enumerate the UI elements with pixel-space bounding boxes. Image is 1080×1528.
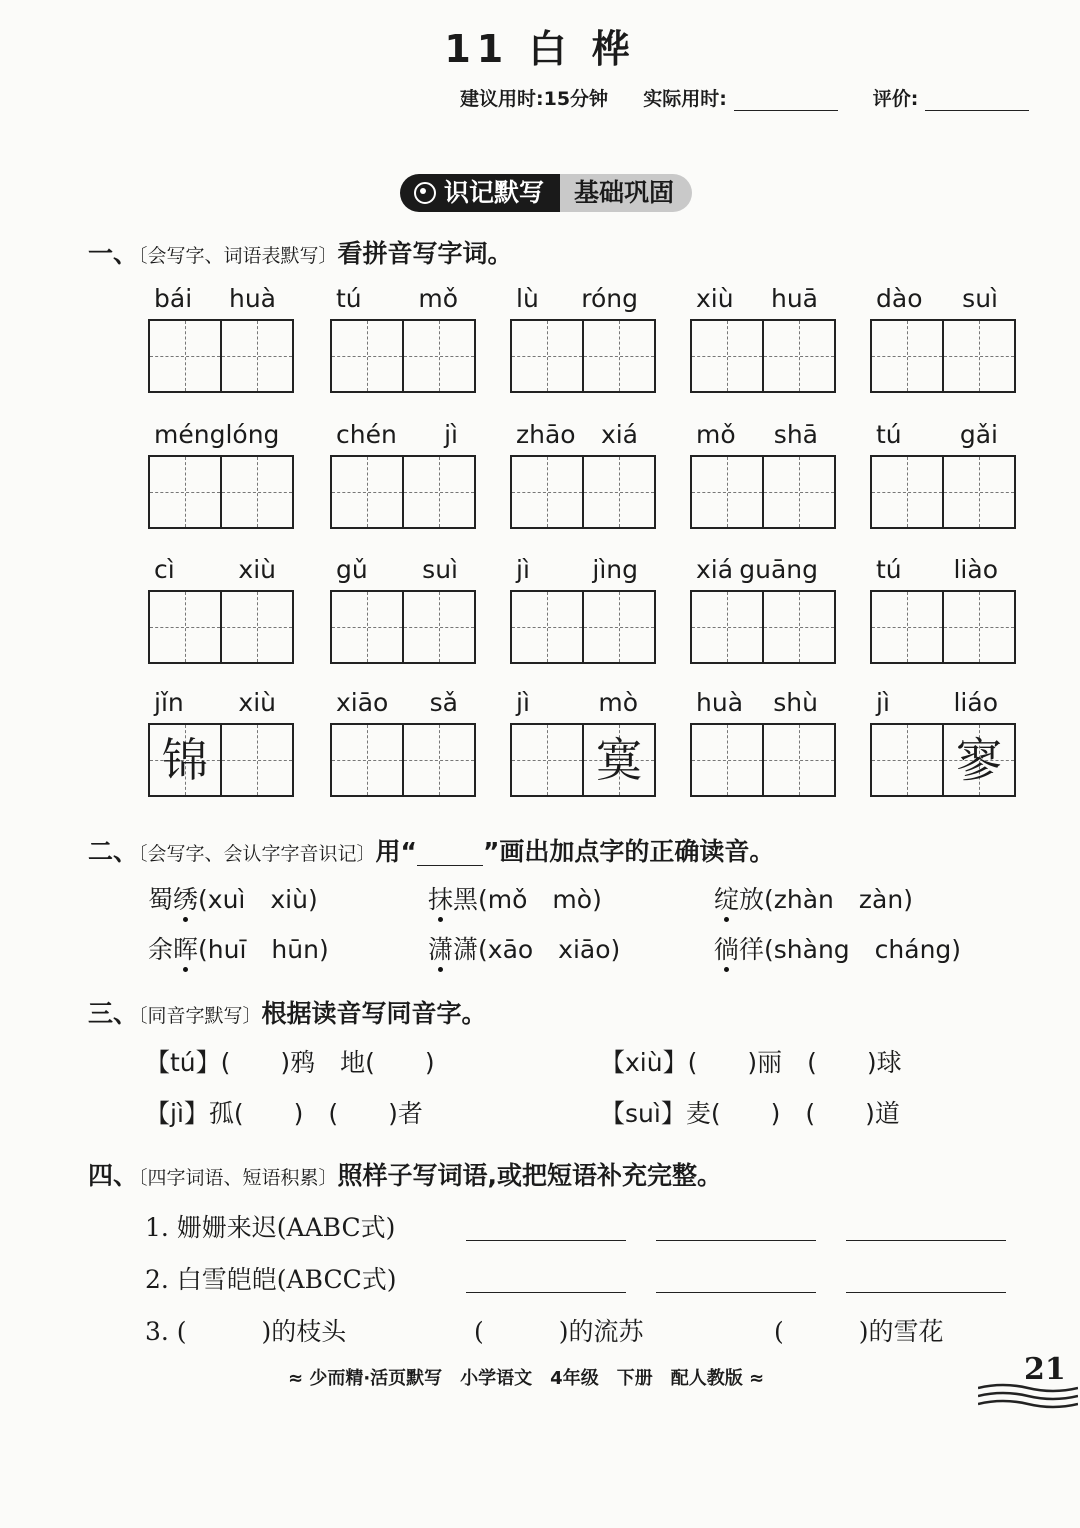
pinyin-syllable: shā	[773, 420, 818, 449]
given-character	[222, 592, 292, 662]
dotted-character: 晖	[173, 935, 199, 964]
pinyin-syllable: huā	[770, 284, 818, 313]
word-block	[690, 284, 836, 393]
dotted-character: 徜	[714, 935, 740, 964]
pinyin-syllable: jì	[876, 688, 890, 717]
word-block	[870, 284, 1016, 393]
reading-text: 徉(shàng cháng)	[739, 935, 962, 964]
pinyin-label	[690, 420, 824, 449]
writing-cell[interactable]	[870, 723, 944, 797]
pinyin-syllable: tú	[336, 284, 362, 313]
banner-left	[400, 174, 560, 212]
section2-instruction-post: ”画出加点字的正确读音。	[482, 837, 775, 866]
phrase-fill-b[interactable]: ( )的流苏	[474, 1317, 644, 1346]
writing-cell[interactable]	[762, 723, 836, 797]
suggested-time: 建议用时:15分钟	[460, 88, 609, 110]
tianzige-grid[interactable]	[690, 723, 836, 797]
section2-tag: 〔会写字、会认字字音识记〕	[138, 843, 376, 865]
writing-cell[interactable]	[582, 319, 656, 393]
writing-cell[interactable]	[148, 723, 222, 797]
given-character	[872, 725, 942, 795]
pinyin-label	[148, 284, 282, 313]
tianzige-grid[interactable]	[870, 590, 1016, 664]
section4-tag: 〔四字词语、短语积累〕	[138, 1167, 338, 1189]
pinyin-syllable: zhāo	[516, 420, 576, 449]
answer-line[interactable]	[466, 1264, 626, 1293]
writing-cell[interactable]	[220, 455, 294, 529]
pinyin-label	[510, 555, 644, 584]
writing-cell[interactable]	[402, 455, 476, 529]
section4-number: 四、	[88, 1161, 139, 1190]
answer-lines-1[interactable]	[466, 1212, 1006, 1245]
word-block	[330, 688, 476, 797]
homophone-item[interactable]: 【suì】麦( ) ( )道	[600, 1099, 900, 1128]
section3-instruction: 根据读音写同音字。	[261, 999, 487, 1028]
section3-heading	[88, 994, 487, 1030]
pinyin-label	[330, 688, 464, 717]
pinyin-syllable: xiá	[696, 555, 734, 584]
pinyin-syllable: tú	[876, 555, 902, 584]
pinyin-syllable: liáo	[953, 688, 998, 717]
word-block	[870, 688, 1016, 797]
section1-number: 一、	[88, 239, 139, 268]
pinyin-syllable: róng	[581, 284, 638, 313]
pinyin-syllable: shù	[773, 688, 818, 717]
reading-text: (huī hūn)	[198, 935, 329, 964]
answer-line[interactable]	[466, 1212, 626, 1241]
writing-cell[interactable]	[582, 723, 656, 797]
pinyin-syllable: mǒ	[418, 284, 458, 313]
tianzige-grid[interactable]	[148, 319, 294, 393]
actual-time-blank[interactable]	[734, 88, 838, 111]
given-character	[584, 457, 654, 527]
pinyin-label	[870, 555, 1004, 584]
writing-cell[interactable]	[942, 590, 1016, 664]
word-block	[148, 555, 294, 664]
given-character	[944, 592, 1014, 662]
given-character	[150, 592, 220, 662]
given-character	[584, 592, 654, 662]
word-block	[510, 420, 656, 529]
page-title: 11 白 桦	[444, 27, 636, 71]
wave-decoration-icon	[978, 1382, 1078, 1412]
given-character	[872, 457, 942, 527]
pinyin-syllable: liào	[953, 555, 998, 584]
word-block	[690, 555, 836, 664]
section1-tag: 〔会写字、词语表默写〕	[138, 245, 338, 267]
tianzige-grid[interactable]	[510, 319, 656, 393]
reading-choice-item[interactable]	[714, 880, 913, 916]
time-meta	[460, 84, 1029, 111]
writing-cell[interactable]	[402, 723, 476, 797]
pinyin-syllable: xiāo	[336, 688, 389, 717]
dotted-character: 绽	[714, 885, 740, 914]
pinyin-syllable: jìng	[592, 555, 638, 584]
pinyin-syllable: suì	[422, 555, 458, 584]
tianzige-grid[interactable]	[510, 590, 656, 664]
pinyin-syllable: mò	[598, 688, 638, 717]
dotted-character: 绣	[173, 885, 199, 914]
given-character	[222, 725, 292, 795]
writing-cell[interactable]	[510, 590, 584, 664]
given-character	[332, 457, 402, 527]
word-block	[690, 688, 836, 797]
section2-heading	[88, 832, 774, 868]
pinyin-syllable: huà	[696, 688, 744, 717]
pinyin-label	[330, 555, 464, 584]
pinyin-label	[148, 688, 282, 717]
pinyin-syllable: suì	[962, 284, 998, 313]
writing-cell[interactable]	[148, 319, 222, 393]
given-character	[512, 725, 582, 795]
word-block	[510, 284, 656, 393]
pinyin-label	[330, 420, 464, 449]
given-character	[764, 321, 834, 391]
writing-cell[interactable]	[148, 455, 222, 529]
writing-cell[interactable]	[762, 590, 836, 664]
reading-text: 余	[148, 935, 174, 964]
writing-cell[interactable]	[330, 319, 404, 393]
pinyin-syllable: jǐn	[154, 688, 184, 717]
pinyin-syllable: méng	[154, 420, 226, 449]
pinyin-label	[870, 284, 1004, 313]
given-character	[692, 457, 762, 527]
tianzige-grid[interactable]	[690, 319, 836, 393]
section2-number: 二、	[88, 837, 139, 866]
given-character	[332, 321, 402, 391]
given-character	[692, 592, 762, 662]
pinyin-syllable: huà	[228, 284, 276, 313]
writing-cell[interactable]	[330, 455, 404, 529]
given-character	[872, 592, 942, 662]
pinyin-label	[330, 284, 464, 313]
writing-cell[interactable]	[148, 590, 222, 664]
rating-label: 评价:	[872, 88, 919, 110]
writing-cell[interactable]	[942, 723, 1016, 797]
word-block	[330, 284, 476, 393]
word-block	[510, 555, 656, 664]
writing-cell[interactable]	[510, 723, 584, 797]
tianzige-grid[interactable]	[870, 319, 1016, 393]
footer-text: ≈ 少而精·活页默写 小学语文 4年级 下册 配人教版 ≈	[288, 1368, 765, 1389]
writing-cell[interactable]	[690, 455, 764, 529]
pinyin-label	[870, 420, 1004, 449]
phrase-fill-c[interactable]: ( )的雪花	[774, 1317, 944, 1346]
given-character	[150, 321, 220, 391]
reading-choice-item[interactable]	[428, 880, 602, 916]
pinyin-label	[870, 688, 1004, 717]
reading-choice-item[interactable]	[428, 930, 620, 966]
writing-cell[interactable]	[762, 319, 836, 393]
word-block	[690, 420, 836, 529]
given-character	[692, 321, 762, 391]
pinyin-syllable: xiù	[238, 688, 276, 717]
word-block	[870, 555, 1016, 664]
rating-blank[interactable]	[925, 88, 1029, 111]
writing-cell[interactable]	[690, 319, 764, 393]
dotted-character: 潇	[428, 935, 454, 964]
tianzige-grid[interactable]	[330, 455, 476, 529]
pinyin-label	[690, 284, 824, 313]
given-character	[944, 457, 1014, 527]
reading-choice-item[interactable]	[148, 930, 329, 966]
given-character: 锦	[162, 733, 208, 787]
dotted-character: 抹	[428, 885, 454, 914]
answer-lines-2[interactable]	[466, 1264, 1006, 1297]
writing-cell[interactable]	[510, 455, 584, 529]
reading-choice-item[interactable]	[148, 880, 318, 916]
tianzige-grid[interactable]	[870, 723, 1016, 797]
writing-cell[interactable]	[582, 455, 656, 529]
phrase-example-2: 2. 白雪皑皑(ABCC式)	[145, 1265, 397, 1294]
reading-text: 蜀	[148, 885, 174, 914]
given-character	[944, 321, 1014, 391]
actual-time-label: 实际用时:	[643, 88, 727, 110]
section4-instruction: 照样子写词语,或把短语补充完整。	[337, 1161, 723, 1190]
banner-left-label: 识记默写	[444, 178, 545, 207]
reading-text: 黑(mǒ mò)	[453, 885, 602, 914]
medal-icon	[414, 182, 436, 204]
given-character	[512, 457, 582, 527]
given-character	[332, 725, 402, 795]
pinyin-syllable: xiá	[600, 420, 638, 449]
banner-right: 基础巩固	[560, 174, 692, 212]
given-character	[512, 321, 582, 391]
section1-heading	[88, 234, 513, 270]
pinyin-syllable: gǔ	[336, 555, 368, 584]
writing-cell[interactable]	[942, 319, 1016, 393]
given-character	[692, 725, 762, 795]
reading-choice-item[interactable]	[714, 930, 961, 966]
section4-heading	[88, 1156, 722, 1192]
pinyin-syllable: jì	[516, 555, 530, 584]
given-character	[764, 457, 834, 527]
given-character	[404, 725, 474, 795]
given-character	[584, 321, 654, 391]
pinyin-syllable: mǒ	[696, 420, 736, 449]
given-character	[764, 592, 834, 662]
given-character	[150, 457, 220, 527]
pinyin-syllable: jì	[516, 688, 530, 717]
given-character	[404, 321, 474, 391]
given-character	[512, 592, 582, 662]
section3-tag: 〔同音字默写〕	[138, 1005, 262, 1027]
tianzige-grid[interactable]	[148, 723, 294, 797]
writing-cell[interactable]	[402, 319, 476, 393]
tianzige-grid[interactable]	[148, 590, 294, 664]
word-block	[510, 688, 656, 797]
given-character	[404, 592, 474, 662]
pinyin-label	[148, 555, 282, 584]
pinyin-syllable: guāng	[739, 555, 818, 584]
pinyin-syllable: sǎ	[429, 688, 458, 717]
homophone-item[interactable]: 【tú】( )鸦 地( )	[145, 1048, 435, 1077]
answer-line[interactable]	[846, 1212, 1006, 1241]
given-character	[404, 457, 474, 527]
answer-line[interactable]	[656, 1264, 816, 1293]
phrase-example-1: 1. 姗姗来迟(AABC式)	[145, 1213, 396, 1242]
section1-instruction: 看拼音写字词。	[337, 239, 513, 268]
writing-cell[interactable]	[330, 590, 404, 664]
writing-cell[interactable]	[690, 723, 764, 797]
writing-cell[interactable]	[220, 590, 294, 664]
writing-cell[interactable]	[402, 590, 476, 664]
writing-cell[interactable]	[870, 590, 944, 664]
writing-cell[interactable]	[762, 455, 836, 529]
word-block	[148, 284, 294, 393]
section-banner	[400, 174, 692, 212]
writing-cell[interactable]	[220, 319, 294, 393]
given-character	[764, 725, 834, 795]
pinyin-label	[148, 420, 282, 449]
answer-line[interactable]	[846, 1264, 1006, 1293]
writing-cell[interactable]	[870, 319, 944, 393]
writing-cell[interactable]	[330, 723, 404, 797]
pinyin-label	[690, 555, 824, 584]
tianzige-grid[interactable]	[690, 455, 836, 529]
writing-cell[interactable]	[690, 590, 764, 664]
underline-sample	[417, 841, 483, 866]
given-character: 寞	[596, 733, 642, 787]
given-character	[872, 321, 942, 391]
writing-cell[interactable]	[870, 455, 944, 529]
page-number: 21	[1024, 1352, 1066, 1387]
reading-text: 放(zhàn zàn)	[739, 885, 913, 914]
tianzige-grid[interactable]	[148, 455, 294, 529]
given-character	[332, 592, 402, 662]
writing-cell[interactable]	[942, 455, 1016, 529]
tianzige-grid[interactable]	[870, 455, 1016, 529]
pinyin-label	[690, 688, 824, 717]
tianzige-grid[interactable]	[510, 455, 656, 529]
reading-text: (xuì xiù)	[198, 885, 318, 914]
pinyin-syllable: bái	[154, 284, 193, 313]
given-character	[222, 457, 292, 527]
pinyin-label	[510, 284, 644, 313]
pinyin-label	[510, 688, 644, 717]
given-character: 寥	[956, 733, 1002, 787]
word-block	[148, 688, 294, 797]
pinyin-syllable: tú	[876, 420, 902, 449]
pinyin-syllable: cì	[154, 555, 175, 584]
pinyin-syllable: xiù	[238, 555, 276, 584]
reading-text: 潇(xāo xiāo)	[453, 935, 621, 964]
pinyin-syllable: jì	[444, 420, 458, 449]
pinyin-syllable: chén	[336, 420, 397, 449]
pinyin-syllable: lóng	[225, 420, 280, 449]
writing-cell[interactable]	[510, 319, 584, 393]
tianzige-grid[interactable]	[690, 590, 836, 664]
pinyin-syllable: xiù	[696, 284, 734, 313]
word-block	[330, 420, 476, 529]
pinyin-syllable: lù	[516, 284, 539, 313]
word-block	[870, 420, 1016, 529]
word-block	[148, 420, 294, 529]
tianzige-grid[interactable]	[510, 723, 656, 797]
tianzige-grid[interactable]	[330, 590, 476, 664]
phrase-fill-a[interactable]: 3. ( )的枝头	[145, 1317, 347, 1346]
given-character	[222, 321, 292, 391]
word-block	[330, 555, 476, 664]
tianzige-grid[interactable]	[330, 319, 476, 393]
homophone-item[interactable]: 【xiù】( )丽 ( )球	[600, 1048, 902, 1077]
section2-instruction-pre: 用“	[375, 837, 417, 866]
answer-line[interactable]	[656, 1212, 816, 1241]
writing-cell[interactable]	[582, 590, 656, 664]
pinyin-syllable: dào	[876, 284, 923, 313]
tianzige-grid[interactable]	[330, 723, 476, 797]
pinyin-label	[510, 420, 644, 449]
pinyin-syllable: gǎi	[959, 420, 998, 449]
section3-number: 三、	[88, 999, 139, 1028]
homophone-item[interactable]: 【jì】孤( ) ( )者	[145, 1099, 423, 1128]
writing-cell[interactable]	[220, 723, 294, 797]
